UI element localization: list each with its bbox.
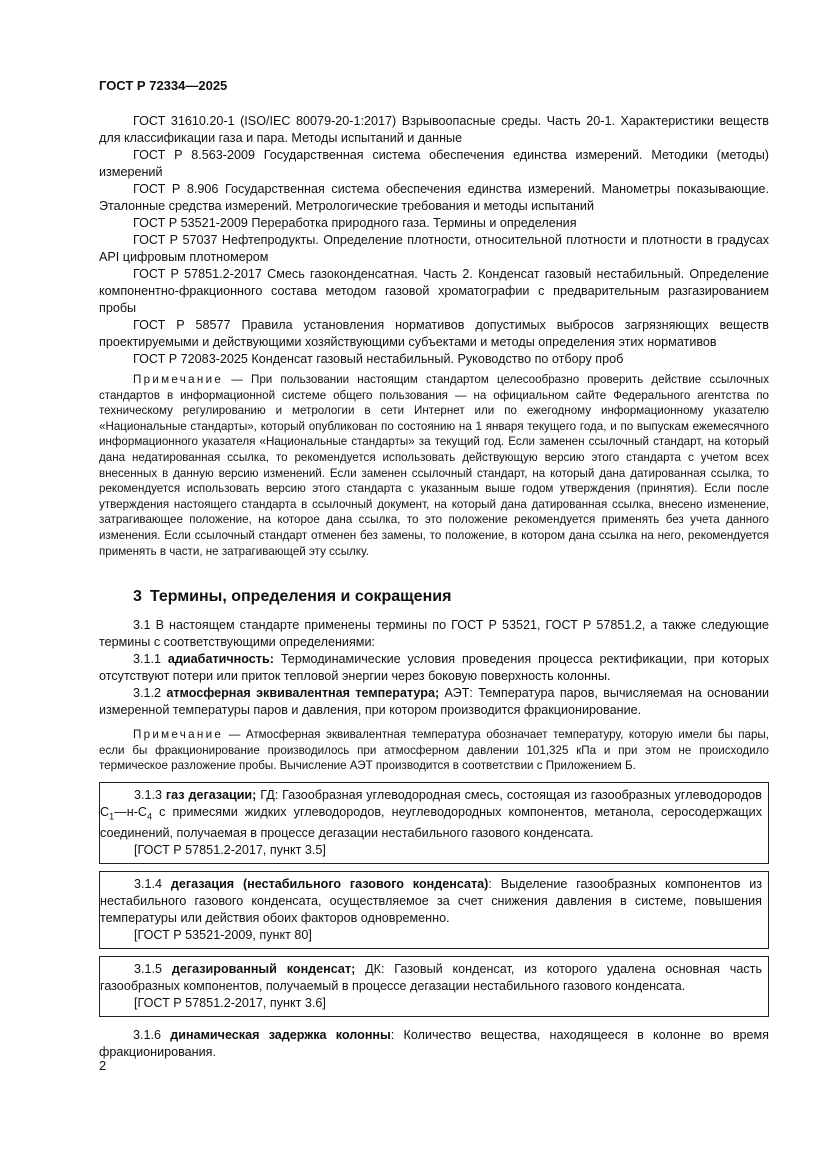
term-box-3-1-4 xyxy=(99,871,769,949)
term-box-3-1-5 xyxy=(99,956,769,1017)
term-title: атмосферная эквивалентная температура; xyxy=(166,686,440,701)
note-text: — При пользовании настоящим стандартом целесообразно проверить действие ссылочных стандартов в информационной системе общего пользования — на официальном сайте Федерального агентства по техническому регулированию и метрологии в сети Интернет или по ежегодному информационному указателю «Национальные стандарты», который опубликован по состоянию на 1 января текущего года, и по выпускам ежемесячного информационного указателя «Национальные стандарты» за текущий год. Если заменен ссылочный стандарт, на который дана недатированная ссылка, то рекомендуется использовать действующую версию этого стандарта с учетом всех внесенных в данную версию изменений. Если заменен ссылочный стандарт, на который дана датированная ссылка, то рекомендуется использовать версию этого стандарта с указанным выше годом утверждения (принятия). Если после утверждения настоящего стандарта в ссылочный документ, на который дана датированная ссылка, внесено изменение, затрагивающее положение, на которое дана ссылка, то это положение рекомендуется применять без учета данного изменения. Если ссылочный стандарт отменен без замены, то положение, в котором дана ссылка на него, рекомендуется применять в части, не затрагивающей эту ссылку. xyxy=(99,373,769,558)
normative-references xyxy=(99,113,769,368)
reference-item: ГОСТ Р 53521-2009 Переработка природного газа. Термины и определения xyxy=(133,216,577,230)
term-3-1-4: 3.1.4 дегазация (нестабильного газового конденсата): Выделение газообразных компонентов из нестабильного газового конденсата, осуществляемое за счет снижения давления в системе, повышения температуры или действия обоих факторов одновременно. xyxy=(100,877,763,926)
term-definition: АЭТ: Температура паров, вычисляемая на основании измеренной температуры паров и давления, при котором производится фракционирование. xyxy=(99,686,770,718)
section-intro: 3.1 В настоящем стандарте применены термины по ГОСТ Р 53521, ГОСТ Р 57851.2, а также следующие термины с соответствующими определениями: xyxy=(99,618,769,650)
term-title: дегазация (нестабильного газового конденсата) xyxy=(170,877,489,892)
reference-item: ГОСТ 31610.20-1 (ISO/IEC 80079-20-1:2017) Взрывоопасные среды. Часть 20-1. Характеристики веществ для классификации газа и пара. Методы испытаний и данные xyxy=(99,114,769,145)
term-title: газ дегазации; xyxy=(165,787,257,802)
document-code-header: ГОСТ Р 72334—2025 xyxy=(99,78,228,93)
term-3-1-2: 3.1.2 атмосферная эквивалентная температура; АЭТ: Температура паров, вычисляемая на основании измеренной температуры паров и давления, при котором производится фракционирование. xyxy=(99,686,770,718)
reference-item: ГОСТ Р 57851.2-2017 Смесь газоконденсатная. Часть 2. Конденсат газовый нестабильный. Определение компонентно-фракционного состава методом газовой хроматографии с предварительным разгазированием пробы xyxy=(99,267,769,315)
term-3-1-1: 3.1.1 адиабатичность: Термодинамические условия проведения процесса ректификации, при которых отсутствуют потери или приток тепловой энергии через боковую поверхность колонны. xyxy=(99,652,769,684)
term-title: дегазированный конденсат; xyxy=(171,962,356,977)
note-text: — Атмосферная эквивалентная температура обозначает температуру, которую имели бы пары, если бы фракционирование производилось при атмосферном давлении 101,325 кПа и при этом не происходило термическое разложение пробы. Вычисление АЭТ производится в соответствии с Приложением Б. xyxy=(99,728,769,773)
section-title: Термины, определения и сокращения xyxy=(149,588,452,606)
reference-item: ГОСТ Р 58577 Правила установления нормативов допустимых выбросов загрязняющих веществ проектируемыми и действующими хозяйствующими субъектами и методы определения этих нормативов xyxy=(99,318,769,349)
term-citation: [ГОСТ Р 53521-2009, пункт 80] xyxy=(134,928,312,943)
reference-item: ГОСТ Р 57037 Нефтепродукты. Определение плотности, относительной плотности и плотности в градусах API цифровым плотномером xyxy=(99,233,769,264)
note-label: Примечание xyxy=(133,373,224,386)
term-definition: Термодинамические условия проведения процесса ректификации, при которых отсутствуют потери или приток тепловой энергии через боковую поверхность колонны. xyxy=(99,652,769,684)
term-3-1-5: 3.1.5 дегазированный конденсат; ДК: Газовый конденсат, из которого удалена основная часть газообразных компонентов, получаемый в процессе дегазации нестабильного газового конденсата. xyxy=(100,962,763,994)
page-content xyxy=(99,113,769,1061)
term-title: адиабатичность: xyxy=(167,652,274,667)
section-heading xyxy=(133,588,769,605)
term-definition: : Выделение газообразных компонентов из нестабильного газового конденсата, осуществляемое за счет снижения давления в системе, повышения температуры или действия обоих факторов одновременно. xyxy=(100,877,763,926)
aet-note xyxy=(99,727,769,774)
term-title: динамическая задержка колонны xyxy=(170,1028,391,1043)
note-label: Примечание xyxy=(133,728,224,742)
term-3-1-3: 3.1.3 газ дегазации; ГД: Газообразная углеводородная смесь, состоящая из газообразных углеводородов $С_1—н-С_4$ с примесями жидких углеводородов, неуглеводородных компонентов, метанола, серосодержащих соединений, получаемая в процессе дегазации нестабильного газового конденсата. xyxy=(100,787,762,841)
term-definition: : Количество вещества, находящееся в колонне во время фракционирования. xyxy=(99,1028,769,1060)
section-number: 3 xyxy=(133,588,142,606)
term-box-3-1-3 xyxy=(99,782,769,865)
term-citation: [ГОСТ Р 57851.2-2017, пункт 3.5] xyxy=(134,843,326,858)
reference-item: ГОСТ Р 8.906 Государственная система обеспечения единства измерений. Манометры показывающие. Эталонные средства измерений. Метрологические требования и методы испытаний xyxy=(99,182,769,213)
term-citation: [ГОСТ Р 57851.2-2017, пункт 3.6] xyxy=(134,996,326,1011)
term-definition: ДК: Газовый конденсат, из которого удалена основная часть газообразных компонентов, получаемый в процессе дегазации нестабильного газового конденсата. xyxy=(100,962,763,994)
page-number: 2 xyxy=(99,1058,107,1073)
reference-item: ГОСТ Р 8.563-2009 Государственная система обеспечения единства измерений. Методики (методы) измерений xyxy=(99,148,769,179)
reference-item: ГОСТ Р 72083-2025 Конденсат газовый нестабильный. Руководство по отбору проб xyxy=(133,352,624,366)
term-3-1-6: 3.1.6 динамическая задержка колонны: Количество вещества, находящееся в колонне во время фракционирования. xyxy=(99,1028,769,1060)
references-note xyxy=(99,372,769,559)
